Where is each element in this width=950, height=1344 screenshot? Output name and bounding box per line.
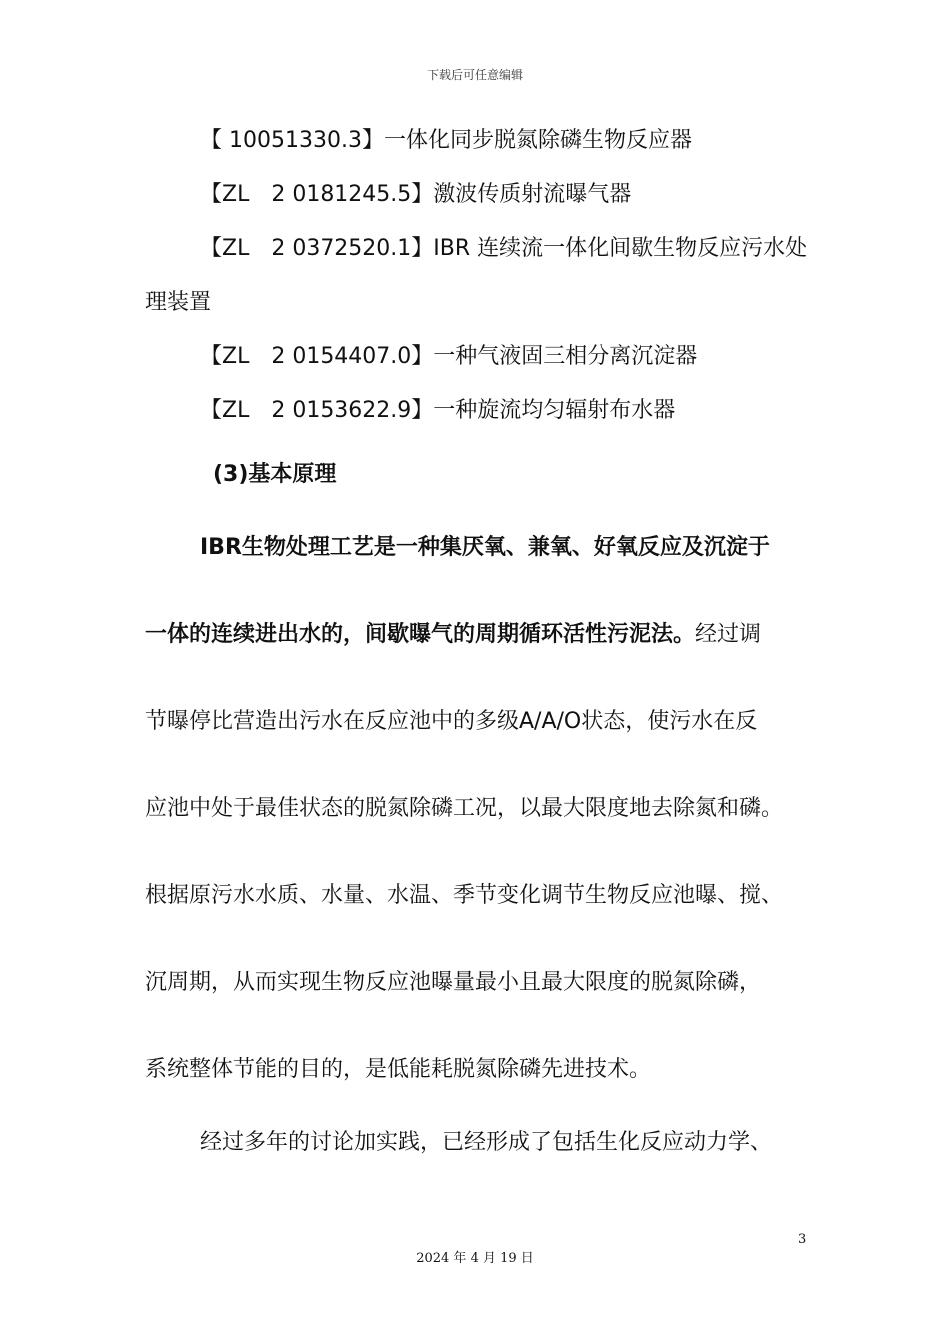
patent-line-5 xyxy=(200,396,675,426)
patent-title: IBR 连续流一体化间歇生物反应污水处 xyxy=(433,236,808,261)
patent-title: 激波传质射流曝气器 xyxy=(433,182,632,207)
paragraph-line: 经过多年的讨论加实践，已经形成了包括生化反应动力学、 xyxy=(200,1130,773,1155)
paragraph-line: 节曝停比营造出污水在反应池中的多级A/A/O状态，使污水在反 xyxy=(145,709,758,734)
patent-title: 理装置 xyxy=(145,290,212,315)
paragraph-line: IBR生物处理工艺是一种集厌氧、兼氧、好氧反应及沉淀于 xyxy=(200,535,770,560)
patent-number: 【ZL 2 0181245.5】 xyxy=(200,182,434,207)
footer-date: 2024 年 4 月 19 日 xyxy=(416,1251,534,1266)
patent-line-3 xyxy=(200,234,807,264)
patent-number: 【ZL 2 0372520.1】 xyxy=(200,236,434,261)
page-header-note: 下载后可任意编辑 xyxy=(426,68,523,82)
patent-line-4 xyxy=(200,342,697,372)
patent-title: 一体化同步脱氮除磷生物反应器 xyxy=(383,128,692,153)
patent-title: 一种旋流均匀辐射布水器 xyxy=(433,398,676,423)
patent-line-1 xyxy=(200,126,692,156)
paragraph-line: 系统整体节能的目的，是低能耗脱氮除磷先进技术。 xyxy=(145,1057,652,1082)
page-number: 3 xyxy=(798,1232,807,1247)
patent-number: 【ZL 2 0154407.0】 xyxy=(200,344,434,369)
paragraph-line: 根据原污水水质、水量、水温、季节变化调节生物反应池曝、搅、 xyxy=(145,883,784,908)
patent-title: 一种气液固三相分离沉淀器 xyxy=(433,344,698,369)
patent-line-2 xyxy=(200,180,631,210)
patent-line-3-continued xyxy=(145,288,211,318)
paragraph-line xyxy=(145,620,761,650)
paragraph-line: 沉周期，从而实现生物反应池曝量最小且最大限度的脱氮除磷， xyxy=(145,970,762,995)
regular-text: 经过调 xyxy=(695,622,762,647)
bold-text: 一体的连续进出水的，间歇曝气的周期循环活性污泥法。 xyxy=(145,622,696,647)
section-title: (3)基本原理 xyxy=(213,462,337,487)
patent-number: 【ZL 2 0153622.9】 xyxy=(200,398,434,423)
patent-number: 【 10051330.3】 xyxy=(200,128,384,153)
paragraph-line: 应池中处于最佳状态的脱氮除磷工况，以最大限度地去除氮和磷。 xyxy=(145,796,784,821)
